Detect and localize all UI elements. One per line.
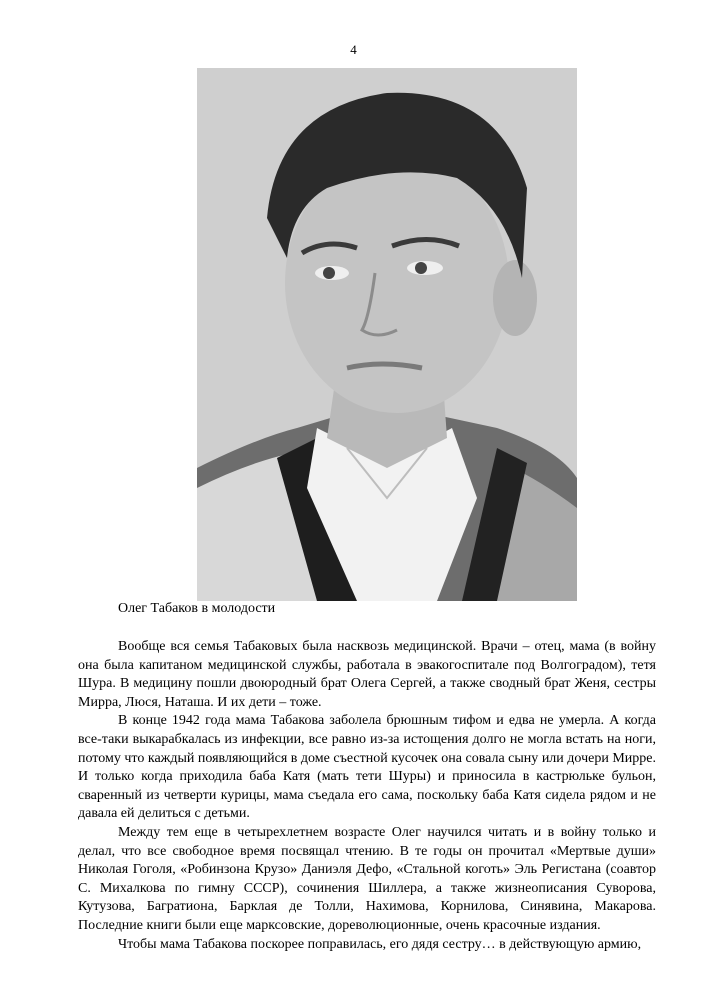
portrait-photo bbox=[197, 68, 577, 601]
article-body bbox=[78, 638, 656, 954]
paragraph: В конце 1942 года мама Табакова заболела брюшным тифом и едва не умерла. А когда все-таки выкарабкалась из инфекции, все равно из-за истощения долго не могла встать на ноги, потому что каждый появляющийся в доме съестной кусочек она совала сыну или дочери Мирре. И только когда приходила баба Катя (мать тети Шуры) и приносила в кастрюльке бульон, сваренный из четверти курицы, мама съедала его сама, поскольку баба Катя сидела рядом и не давала ей делиться с детьми. bbox=[78, 713, 656, 822]
portrait-illustration bbox=[197, 68, 577, 601]
page-number: 4 bbox=[350, 42, 357, 57]
paragraph: Чтобы мама Табакова поскорее поправилась, его дядя сестру… в действующую армию, bbox=[118, 936, 642, 952]
photo-caption: Олег Табаков в молодости bbox=[118, 601, 276, 616]
paragraph: Вообще вся семья Табаковых была насквозь медицинской. Врачи – отец, мама (в войну она была капитаном медицинской службы, работала в эвакогоспитале под Волгоградом), тетя Шура. В медицину пошли двоюродный брат Олега Сергей, а также сводный брат Женя, сестры Мирра, Люся, Наташа. И их дети – тоже. bbox=[78, 639, 656, 710]
paragraph: Между тем еще в четырехлетнем возрасте Олег научился читать и в войну только и делал, что все свободное время посвящал чтению. В те годы он прочитал «Мертвые души» Николая Гоголя, «Робинзона Крузо» Даниэля Дефо, «Стальной коготь» Эль Регистана (соавтор С. Михалкова по гимну СССР), сочинения Шиллера, а также жизнеописания Суворова, Кутузова, Багратиона, Барклая де Толли, Нахимова, Корнилова, Синявина, Макарова. Последние книги были еще марксовские, дореволюционные, очень красочные издания. bbox=[78, 824, 656, 933]
